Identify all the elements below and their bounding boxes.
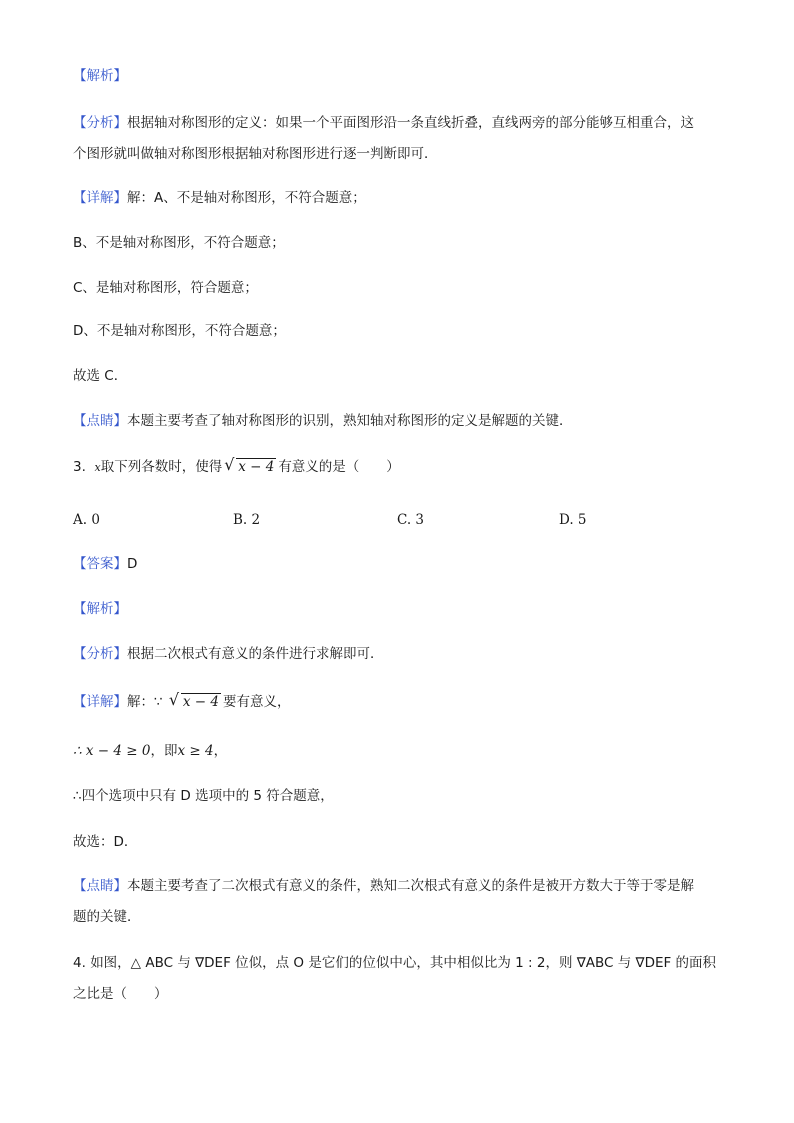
step-3-line: ∴四个选项中只有 D 选项中的 5 符合题意， xyxy=(73,788,334,804)
dianjing-line-q3 xyxy=(73,877,694,895)
jiexi-heading-q3: 【解析】 xyxy=(73,601,127,617)
question-number: 3. xyxy=(73,459,86,475)
dianjing-text-q3: 本题主要考查了二次根式有意义的条件，熟知二次根式有意义的条件是被开方数大于等于零是解 xyxy=(127,878,694,894)
xiangjie-line-1 xyxy=(73,189,366,207)
fenxi-line-2: 个图形就叫做轴对称图形根据轴对称图形进行逐一判断即可． xyxy=(73,146,438,162)
answer-tag: 【答案】 xyxy=(73,556,127,572)
sqrt-expression-2: √ x − 4 xyxy=(169,693,221,711)
sqrt-expression: √ x − 4 xyxy=(224,458,276,476)
stem-text-b: 有意义的是（ ） xyxy=(278,459,400,475)
step-2-line: ∴ x − 4 ≥ 0，即x ≥ 4， xyxy=(73,743,228,759)
question-3-stem xyxy=(73,458,400,477)
xiangjie-line-q3: 【详解】解：∵ √ x − 4 要有意义， xyxy=(73,693,291,711)
guxuan-line-q3: 故选：D． xyxy=(73,834,138,850)
fenxi-text: 根据轴对称图形的定义：如果一个平面图形沿一条直线折叠，直线两旁的部分能够互相重合，这 xyxy=(127,115,694,131)
xiangjie-tag-q3: 【详解】 xyxy=(73,694,127,710)
question-3-options xyxy=(73,511,633,529)
question-4-text: 如图，△ ABC 与 ∇DEF 位似，点 O 是它们的位似中心，其中相似比为 1 : 2，则 ∇ABC 与 ∇DEF 的面积 xyxy=(90,955,717,971)
fenxi-tag: 【分析】 xyxy=(73,115,127,131)
question-number-4: 4. xyxy=(73,955,86,971)
xiangjie-text: 解：A、不是轴对称图形，不符合题意； xyxy=(127,190,366,206)
dianjing-text: 本题主要考查了轴对称图形的识别，熟知轴对称图形的定义是解题的关键． xyxy=(127,413,573,429)
option-c: C. 3 xyxy=(397,512,425,528)
option-a: A. 0 xyxy=(73,512,100,528)
dianjing-line-q3-2: 题的关键． xyxy=(73,909,141,925)
xiangjie-line-d: D、不是轴对称图形，不符合题意； xyxy=(73,323,286,339)
answer-value: D xyxy=(127,556,138,572)
dianjing-tag-q3: 【点睛】 xyxy=(73,878,127,894)
stem-text-a: 取下列各数时，使得 xyxy=(100,459,223,475)
question-4-line-1 xyxy=(73,954,716,972)
xiangjie-line-b: B、不是轴对称图形，不符合题意； xyxy=(73,235,285,251)
xiangjie-tag: 【详解】 xyxy=(73,190,127,206)
fenxi-line-q3 xyxy=(73,645,384,663)
fenxi-tag-q3: 【分析】 xyxy=(73,646,127,662)
dianjing-tag: 【点睛】 xyxy=(73,413,127,429)
dianjing-line xyxy=(73,412,573,430)
xiangjie-line-c: C、是轴对称图形，符合题意； xyxy=(73,280,258,296)
answer-line xyxy=(73,555,137,573)
option-d: D. 5 xyxy=(559,512,587,528)
variable-x: x xyxy=(94,461,101,474)
fenxi-line-1 xyxy=(73,114,694,132)
guxuan-line: 故选 C． xyxy=(73,368,128,384)
option-b: B. 2 xyxy=(233,512,261,528)
jiexi-heading: 【解析】 xyxy=(73,68,127,84)
question-4-line-2: 之比是（ ） xyxy=(73,986,168,1002)
fenxi-text-q3: 根据二次根式有意义的条件进行求解即可． xyxy=(127,646,384,662)
